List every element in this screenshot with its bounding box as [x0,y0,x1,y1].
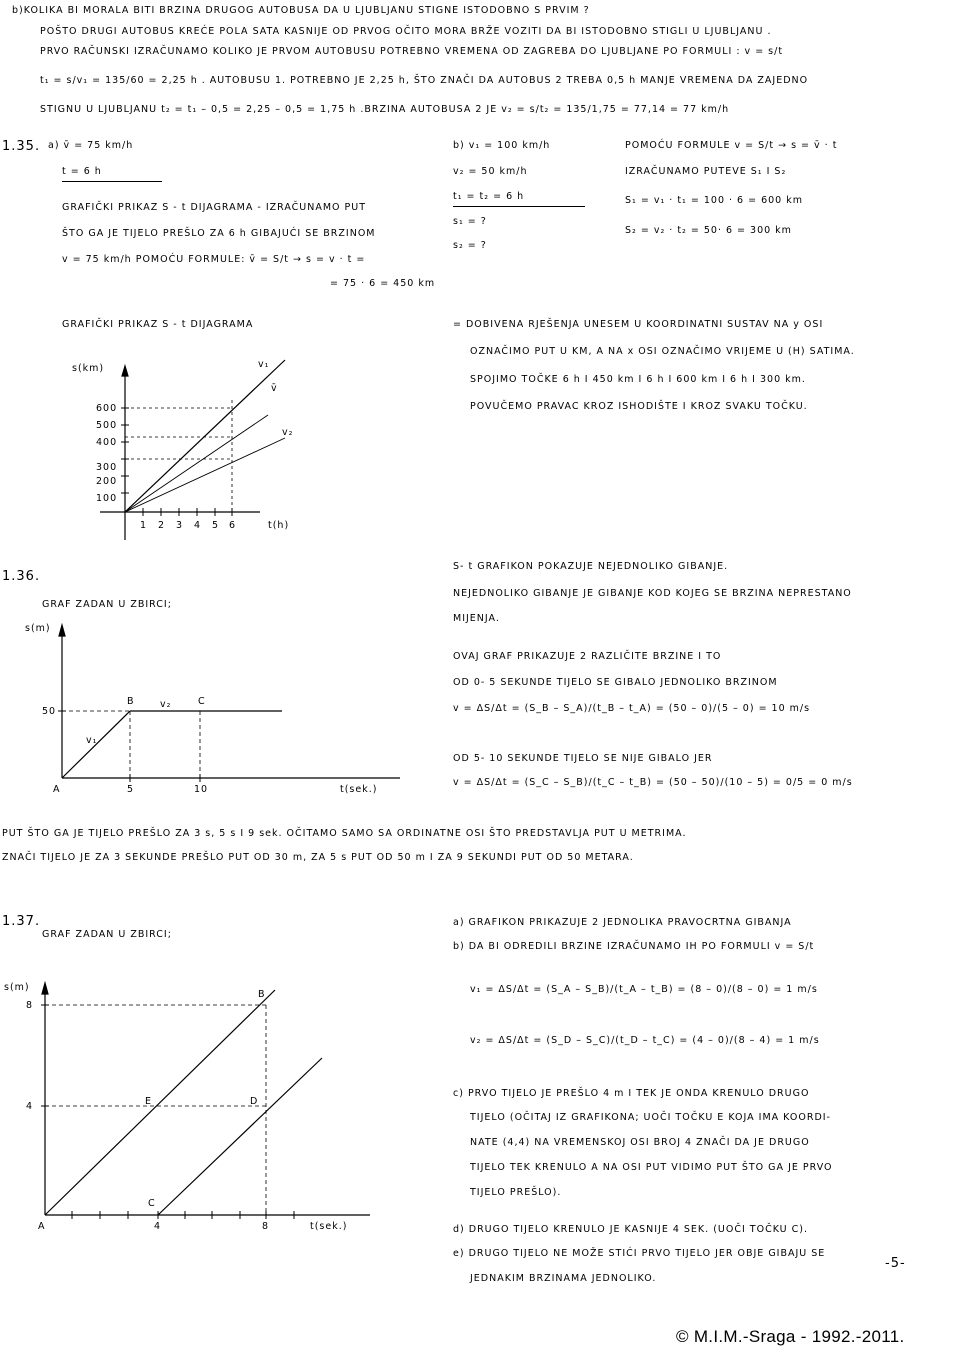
s137-text-1: b) DA BI ODREDILI BRZINE IZRAČUNAMO IH PO FORMULI v = S/t [453,941,815,952]
intro-line-5: STIGNU U LJUBLJANU t₂ = t₁ – 0,5 = 2,25 – 0,5 = 1,75 h .BRZINA AUTOBUSA 2 JE v₂ = s/t₂ = 135/1,75 = 77,14 = 77 km/h [40,104,730,115]
s136-text-6: OD 5- 10 SEKUNDE TIJELO SE NIJE GIBALO JER [453,753,713,764]
s135-b-line-3: s₁ = ? [453,216,487,227]
s137-text-2: v₁ = ΔS/Δt = (S_A – S_B)/(t_A – t_B) = (8 – 0)/(8 – 0) = 1 m/s [470,984,818,995]
s135-c-line-0: POMOĆU FORMULE v = S/t → s = v̄ · t [625,140,838,151]
s137-text-6: NATE (4,4) NA VREMENSKOJ OSI BROJ 4 ZNAČI DA JE DRUGO [470,1137,810,1148]
s137-ytick: 8 [26,1000,34,1011]
s135-xtick: 3 [176,520,184,531]
s135-a-line-3: ŠTO GA JE TIJELO PREŠLO ZA 6 h GIBAJUĆI SE BRZINOM [62,228,376,239]
s135-c-line-2: S₁ = v₁ · t₁ = 100 · 6 = 600 km [625,195,804,206]
divider [453,206,585,207]
s136-v2: v₂ [160,699,172,710]
s137-text-0: a) GRAFIKON PRIKAZUJE 2 JEDNOLIKA PRAVOCRTNA GIBANJA [453,917,792,928]
s137-xtick: 4 [154,1221,162,1232]
s137-point: E [145,1096,153,1107]
problem-number-135: 1.35. [2,139,41,154]
s137-text-8: TIJELO PREŠLO). [470,1187,562,1198]
s135-b-line-4: s₂ = ? [453,240,487,251]
s137-text-7: TIJELO TEK KRENULO A NA OSI PUT VIDIMO PUT ŠTO GA JE PRVO [470,1162,833,1173]
intro-line-1: b)KOLIKA BI MORALA BITI BRZINA DRUGOG AUTOBUSA DA U LJUBLJANU STIGNE ISTODOBNO S PRVIM ? [12,5,590,16]
s137-xtick: A [38,1221,46,1232]
s135-desc-2: SPOJIMO TOČKE 6 h I 450 km I 6 h I 600 km I 6 h I 300 km. [470,374,806,385]
s135-b-line-2: t₁ = t₂ = 6 h [453,191,525,202]
s135-c-line-3: S₂ = v₂ · t₂ = 50· 6 = 300 km [625,225,792,236]
s137-text-10: e) DRUGO TIJELO NE MOŽE STIĆI PRVO TIJELO JER OBJE GIBAJU SE [453,1248,826,1259]
s135-ytick: 600 [96,403,118,414]
s137-text-11: JEDNAKIM BRZINAMA JEDNOLIKO. [470,1273,657,1284]
s137-caption: GRAF ZADAN U ZBIRCI; [42,929,172,940]
copyright: © M.I.M.-Sraga - 1992.-2011. [676,1327,905,1346]
s137-text-4: c) PRVO TIJELO JE PREŠLO 4 m I TEK JE ONDA KRENULO DRUGO [453,1088,810,1099]
s135-desc-3: POVUČEMO PRAVAC KROZ ISHODIŠTE I KROZ SVAKU TOČKU. [470,401,808,412]
s137-xlabel: t(sek.) [310,1221,348,1232]
s137-xtick: 8 [262,1221,270,1232]
s135-line-label: v̄ [271,383,278,394]
s135-b-line-1: v₂ = 50 km/h [453,166,528,177]
s137-text-9: d) DRUGO TIJELO KRENULO JE KASNIJE 4 SEK. (UOČI TOČKU C). [453,1224,809,1235]
intro-line-2: POŠTO DRUGI AUTOBUS KREĆE POLA SATA KASNIJE OD PRVOG OČITO MORA BRŽE VOZITI DA BI ISTODOBNO STIGLI U LJUBLJANU . [40,26,772,37]
s135-ytick: 300 [96,462,118,473]
s135-a-line-2: GRAFIČKI PRIKAZ S - t DIJAGRAMA - IZRAČUNAMO PUT [62,202,367,213]
s135-a-line-0: a) v̄ = 75 km/h [48,140,134,151]
s135-ytick: 500 [96,420,118,431]
s137-point: D [250,1096,259,1107]
s135-ylabel: s(km) [72,363,105,374]
s136-xlabel: t(sek.) [340,784,378,795]
s135-a-line-4: v = 75 km/h POMOĆU FORMULE: v̄ = S/t → s = v · t = [62,254,366,265]
intro-line-3: PRVO RAČUNSKI IZRAČUNAMO KOLIKO JE PRVOM AUTOBUSU POTREBNO VREMENA OD ZAGREBA DO LJUBLJANE PO FORMULI : v = s/t [40,46,784,57]
s135-graph-title: GRAFIČKI PRIKAZ S - t DIJAGRAMA [62,319,254,330]
s136-text-2: MIJENJA. [453,613,500,624]
s135-xtick: 2 [158,520,166,531]
problem-number-137: 1.37. [2,914,41,929]
s137-ylabel: s(m) [4,982,30,993]
s135-xtick: 6 [229,520,237,531]
s136-ylabel: s(m) [25,623,51,634]
s135-line-label: v₁ [258,359,270,370]
s135-c-line-1: IZRAČUNAMO PUTEVE S₁ I S₂ [625,166,787,177]
s137-ytick: 4 [26,1101,34,1112]
s136-caption: GRAF ZADAN U ZBIRCI; [42,599,172,610]
s136-xtick: 10 [194,784,209,795]
s135-desc-1: OZNAČIMO PUT U KM, A NA x OSI OZNAČIMO VRIJEME U (H) SATIMA. [470,346,855,357]
s135-line-label: v₂ [282,427,294,438]
s137-text-3: v₂ = ΔS/Δt = (S_D – S_C)/(t_D – t_C) = (4 – 0)/(8 – 4) = 1 m/s [470,1035,820,1046]
s136-v1: v₁ [86,735,98,746]
s137-text-5: TIJELO (OČITAJ IZ GRAFIKONA; UOČI TOČKU E KOJA IMA KOORDI- [470,1112,831,1123]
s137-point: C [148,1198,156,1209]
s135-xlabel: t(h) [268,520,290,531]
s135-ytick: 400 [96,437,118,448]
s136-text-3: OVAJ GRAF PRIKAZUJE 2 RAZLIČITE BRZINE I TO [453,651,722,662]
s135-desc-0: = DOBIVENA RJEŠENJA UNESEM U KOORDINATNI SUSTAV NA y OSI [453,319,824,330]
problem-number-136: 1.36. [2,569,41,584]
s136-text-7: v = ΔS/Δt = (S_C – S_B)/(t_C – t_B) = (50 – 50)/(10 – 5) = 0/5 = 0 m/s [453,777,853,788]
s136-point: C [198,696,206,707]
s135-ytick: 200 [96,476,118,487]
s136-text-0: S- t GRAFIKON POKAZUJE NEJEDNOLIKO GIBANJE. [453,561,729,572]
s136-bottom-0: PUT ŠTO GA JE TIJELO PREŠLO ZA 3 s, 5 s I 9 sek. OČITAMO SAMO SA ORDINATNE OSI ŠTO PREDSTAVLJA PUT U METRIMA. [2,828,687,839]
s137-point: B [258,989,266,1000]
s136-text-5: v = ΔS/Δt = (S_B – S_A)/(t_B – t_A) = (50 – 0)/(5 – 0) = 10 m/s [453,703,811,714]
s135-xtick: 4 [194,520,202,531]
s136-text-1: NEJEDNOLIKO GIBANJE JE GIBANJE KOD KOJEG SE BRZINA NEPRESTANO [453,588,852,599]
page-number: -5- [885,1256,906,1271]
s135-b-line-0: b) v₁ = 100 km/h [453,140,551,151]
s135-a-line-5: = 75 · 6 = 450 km [330,278,436,289]
s135-ytick: 100 [96,493,118,504]
divider [62,181,162,182]
s135-xtick: 5 [212,520,220,531]
s136-ytick: 50 [42,706,57,717]
s136-point: B [127,696,135,707]
s135-xtick: 1 [140,520,148,531]
s136-xtick: 5 [127,784,135,795]
s136-text-4: OD 0- 5 SEKUNDE TIJELO SE GIBALO JEDNOLIKO BRZINOM [453,677,778,688]
s136-xtick: A [53,784,61,795]
s136-bottom-1: ZNAČI TIJELO JE ZA 3 SEKUNDE PREŠLO PUT OD 30 m, ZA 5 s PUT OD 50 m I ZA 9 SEKUNDI PUT OD 50 METARA. [2,852,634,863]
intro-line-4: t₁ = s/v₁ = 135/60 = 2,25 h . AUTOBUSU 1. POTREBNO JE 2,25 h, ŠTO ZNAČI DA AUTOBUS 2 TREBA 0,5 h MANJE VREMENA DA ZAJEDNO [40,75,809,86]
s135-a-line-1: t = 6 h [62,166,102,177]
